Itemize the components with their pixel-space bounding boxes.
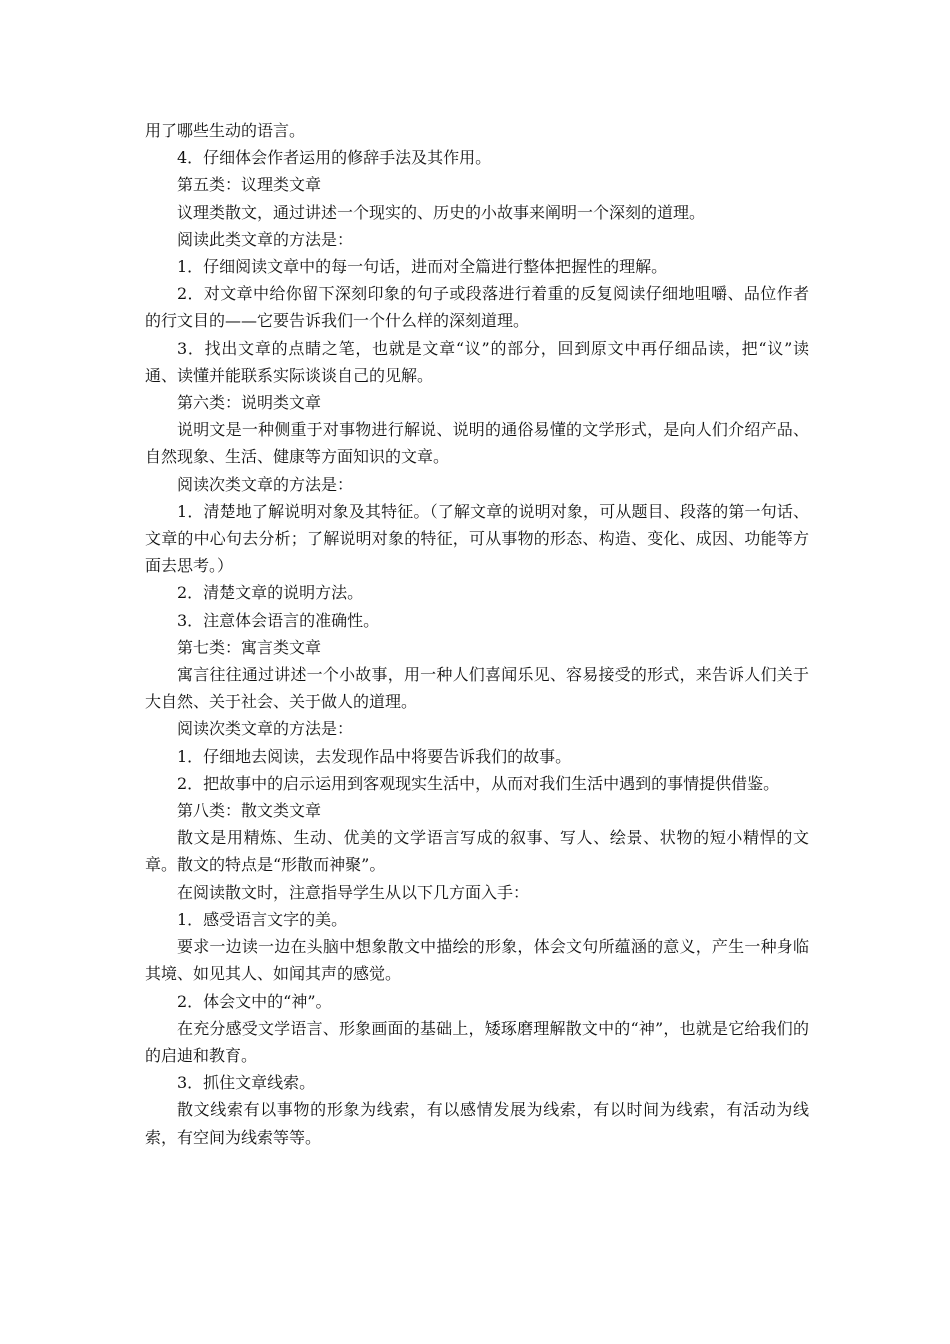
paragraph: 要求一边读一边在头脑中想象散文中描绘的形象，体会文句所蕴涵的意义，产生一种身临其境、如见其人、如闻其声的感觉。 bbox=[145, 937, 809, 984]
paragraph: 用了哪些生动的语言。 bbox=[145, 121, 306, 140]
paragraph: 3．找出文章的点睛之笔，也就是文章“议”的部分，回到原文中再仔细品读，把“议”读通、读懂并能联系实际谈谈自己的见解。 bbox=[145, 338, 809, 385]
paragraph: 1．感受语言文字的美。 bbox=[177, 909, 348, 929]
paragraph: 第七类：寓言类文章 bbox=[177, 637, 322, 657]
paragraph: 寓言往往通过讲述一个小故事，用一种人们喜闻乐见、容易接受的形式，来告诉人们关于大自然、关于社会、关于做人的道理。 bbox=[145, 665, 809, 712]
paragraph: 说明文是一种侧重于对事物进行解说、说明的通俗易懂的文学形式，是向人们介绍产品、自然现象、生活、健康等方面知识的文章。 bbox=[145, 420, 809, 467]
paragraph: 阅读此类文章的方法是： bbox=[177, 229, 354, 249]
paragraph: 第五类：议理类文章 bbox=[177, 175, 322, 195]
paragraph: 1．仔细阅读文章中的每一句话，进而对全篇进行整体把握性的理解。 bbox=[177, 257, 668, 277]
paragraph: 2．清楚文章的说明方法。 bbox=[177, 583, 364, 603]
paragraph: 2．体会文中的“神”。 bbox=[177, 991, 332, 1011]
paragraph: 3．注意体会语言的准确性。 bbox=[177, 610, 380, 630]
paragraph: 第六类：说明类文章 bbox=[177, 393, 322, 413]
paragraph: 阅读次类文章的方法是： bbox=[177, 719, 354, 739]
paragraph: 1．仔细地去阅读，去发现作品中将要告诉我们的故事。 bbox=[177, 746, 572, 766]
paragraph: 2．把故事中的启示运用到客观现实生活中，从而对我们生活中遇到的事情提供借鉴。 bbox=[177, 773, 780, 793]
paragraph: 3．抓住文章线索。 bbox=[177, 1073, 316, 1093]
paragraph: 散文线索有以事物的形象为线索，有以感情发展为线索，有以时间为线索，有活动为线索，有空间为线索等等。 bbox=[145, 1100, 809, 1147]
paragraph: 散文是用精炼、生动、优美的文学语言写成的叙事、写人、绘景、状物的短小精悍的文章。散文的特点是“形散而神聚”。 bbox=[145, 828, 809, 875]
paragraph: 在阅读散文时，注意指导学生从以下几方面入手： bbox=[177, 882, 530, 902]
paragraph: 第八类：散文类文章 bbox=[177, 801, 322, 821]
paragraph: 阅读次类文章的方法是： bbox=[177, 474, 354, 494]
paragraph: 在充分感受文学语言、形象画面的基础上，矮琢磨理解散文中的“神”，也就是它给我们的的启迪和教育。 bbox=[145, 1018, 809, 1065]
paragraph: 4．仔细体会作者运用的修辞手法及其作用。 bbox=[177, 148, 492, 168]
paragraph: 2．对文章中给你留下深刻印象的句子或段落进行着重的反复阅读仔细地咀嚼、品位作者的行文目的——它要告诉我们一个什么样的深刻道理。 bbox=[145, 284, 809, 331]
document-page bbox=[145, 117, 809, 1151]
paragraph: 1．清楚地了解说明对象及其特征。（了解文章的说明对象，可从题目、段落的第一句话、文章的中心句去分析；了解说明对象的特征，可从事物的形态、构造、变化、成因、功能等方面去思考。） bbox=[145, 501, 809, 576]
paragraph: 议理类散文，通过讲述一个现实的、历史的小故事来阐明一个深刻的道理。 bbox=[177, 202, 706, 222]
